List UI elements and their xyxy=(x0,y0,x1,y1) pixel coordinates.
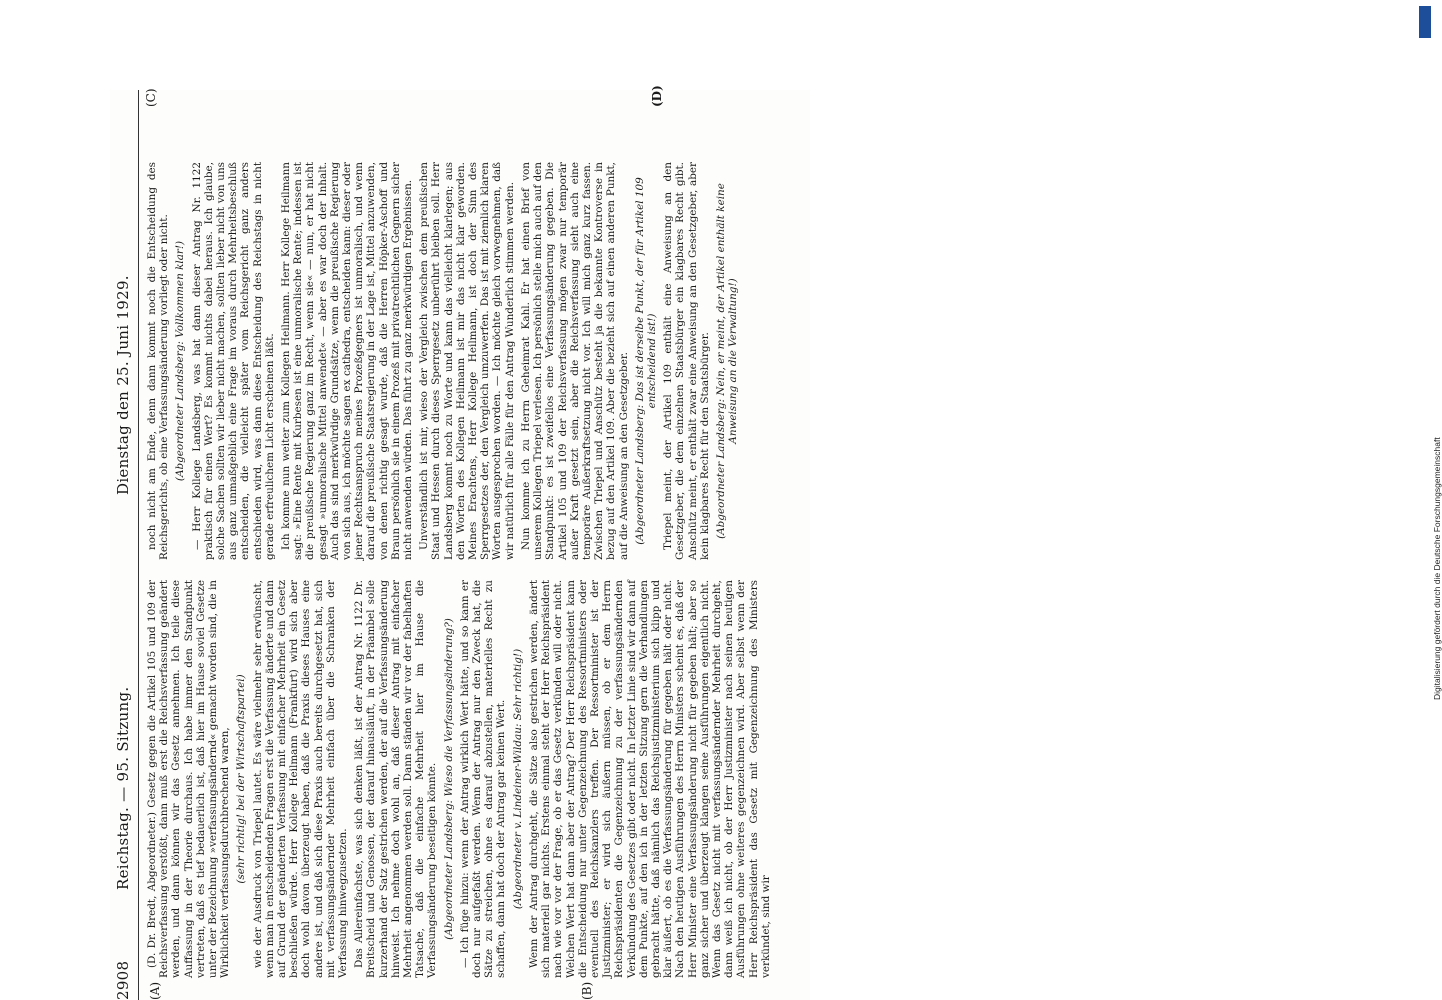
left-column xyxy=(146,580,796,978)
interjection: (Abgeordneter Landsberg: Wieso die Verfassungsänderung?) xyxy=(442,618,455,940)
interjection: (Abgeordneter v. Lindeiner-Wildau: Sehr richtig!) xyxy=(511,648,524,910)
paragraph: Das Allereinfachste, was sich denken läßt, ist der Antrag Nr. 1122 Dr. Breitscheid und Genossen, der darauf hinausläuft, in der Präambel solle kurzerhand der Satz gestrichen werden, der auf die Verfassungsänderung hinweist. Ich nehme doch wohl an, daß dieser Antrag mit einfacher Mehrheit angenommen werden soll. Dann ständen wir vor der fabelhaften Tatsache, daß die einfache Mehrheit hier im Hause die Verfassungsänderung beseitigen könnte. xyxy=(353,580,439,978)
paragraph: Triepel meint, der Artikel 109 enthält eine Anweisung an den Gesetzgeber, die dem einzelnen Staatsbürger ein klagbares Recht gibt. Anschütz meint, er enthält zwar eine Anweisung an den Gesetzgeber, aber kein klagbares Recht für den Staatsbürger. xyxy=(662,162,711,560)
paragraph: — Herr Kollege Landsberg, was hat dann dieser Antrag Nr. 1122 praktisch für einen Wert? Es kommt nichts dabei heraus. Ich glaube, solche Sachen sollten wir lieber nicht machen, sollten lieber nicht von uns aus ganz unmaßgeblich eine Frage im voraus durch Mehrheitsbeschluß entscheiden, die vielleicht später vom Reichsgericht ganz anders entschieden wird, was dann diese Entscheidung des Reichstags in nicht gerade erfreulichem Licht erscheinen läßt. xyxy=(190,162,276,560)
paragraph: Nun komme ich zu Herrn Geheimrat Kahl. Er hat einen Brief von unserem Kollegen Triepel verlesen. Ich persönlich stelle mich auch auf den Standpunkt: es ist zweifellos eine Verfassungsänderung gegeben. Die Artikel 105 und 109 der Reichsverfassung mögen zwar nur temporär außer Kraft gesetzt sein, aber die Reichsverfassung sieht auch eine temporäre Außerkraftsetzung nicht vor. Ich will mich ganz kurz fassen. Zwischen Triepel und Anschütz besteht ja die bekannte Kontroverse in bezug auf den Artikel 109. Aber die bezieht sich auf einen anderen Punkt, auf die Anweisung an den Gesetzgeber. xyxy=(519,162,630,560)
dfg-logo-text: DFG xyxy=(1430,17,1439,34)
scanned-page xyxy=(110,85,810,1000)
session-date: Dienstag den 25. Juni 1929. xyxy=(114,275,132,495)
paragraph: Wenn der Antrag durchgeht, die Sätze also gestrichen werden, ändert sich materiell gar nichts. Erstens einmal steht der Herr Reichspräsident nach wie vor vor der Frage, ob er das Gesetz verkünden will oder nicht. Welchen Wert hat dann aber der Antrag? Der Herr Reichspräsident kann die Entscheidung nur unter Gegenzeichnung des Ressortministers oder eventuell des Reichskanzlers treffen. Der Ressortminister ist der Justizminister; er wird sich äußern müssen, ob er dem Herrn Reichspräsidenten die Gegenzeichnung zu der verfassungsändernden Verkündung des Gesetzes gibt oder nicht. In letzter Linie sind wir dann auf dem Punkte, auf den ich in der letzten Sitzung gern die Verhandlungen gebracht hätte, daß nämlich das Reichsjustizministerium sich klipp und klar äußert, ob es die Verfassungsänderung für gegeben hält oder nicht. Nach den heutigen Ausführungen des Herrn Ministers scheint es, daß der Herr Minister eine Verfassungsänderung nicht für gegeben hält; aber so ganz sicher und überzeugt klangen seine Ausführungen eigentlich nicht. Wenn das Gesetz nicht mit verfassungsändernder Mehrheit durchgeht, dann weiß ich nicht, ob der Herr Justizminister nach seinen heutigen Ausführungen ohne weiteres gegenzeichnen wird. Aber selbst wenn der Herr Reichspräsident das Gesetz mit Gegenzeichnung des Ministers verkündet, sind wir xyxy=(527,580,772,978)
header-rule xyxy=(138,90,139,1000)
session-title: Reichstag. — 95. Sitzung. xyxy=(114,686,132,890)
margin-mark-b: (B) xyxy=(580,981,594,1000)
right-column xyxy=(146,162,796,560)
paragraph: noch nicht am Ende, denn dann kommt noch die Entscheidung des Reichsgerichts, ob eine Verfassungsänderung vorliegt oder nicht. xyxy=(146,162,171,560)
paragraph: Unverständlich ist mir, wieso der Vergleich zwischen dem preußischen Staat und Hessen durch dieses Sperrgesetz unberührt bleiben soll. Herr Landsberg kommt noch zu Worte und kann das vielleicht klarlegen; aus den Worten des Kollegen Heilmann ist mir das nicht klar geworden. Meines Erachtens, Herr Kollege Heilmann, ist doch der Sinn des Sperrgesetzes der, den Vergleich umzuwerfen. Das ist mit ziemlich klaren Worten ausgesprochen worden. — Ich möchte gleich vorwegnehmen, daß wir natürlich für alle Fälle für den Antrag Wunderlich stimmen werden. xyxy=(418,162,516,560)
paragraph: (D. Dr. Bredt, Abgeordneter.) Gesetz gegen die Artikel 105 und 109 der Reichsverfassung verstößt, dann muß erst die Reichsverfassung geändert werden, und dann können wir das Gesetz annehmen. Ich teile diese Auffassung in der Theorie durchaus. Ich habe immer den Standpunkt vertreten, daß es tief bedauerlich ist, daß hier im Hause soviel Gesetze unter der Bezeichnung »verfassungsändernd« gemacht worden sind, die in Wirklichkeit verfassungsdurchbrechend waren, xyxy=(146,580,232,978)
page-header xyxy=(110,90,138,1000)
interjection: (sehr richtig! bei der Wirtschaftspartei) xyxy=(235,674,248,884)
funding-credit xyxy=(1418,40,1442,700)
paragraph: wie der Ausdruck von Triepel lautet. Es wäre vielmehr sehr erwünscht, wenn man in entscheidenden Fragen erst die Verfassung änderte und dann auf Grund der geänderten Verfassung mit einfacher Mehrheit ein Gesetz beschließen würde. Herr Kollege Heilmann (Frankfurt) wird sich aber doch wohl davon überzeugt haben, daß die Praxis dieses Hauses eine andere ist, und daß sich diese Praxis auch bereits durchgesetzt hat, sich mit verfassungsändernder Mehrheit einfach über die Schranken der Verfassung hinwegzusetzen. xyxy=(251,580,350,978)
interjection: (Abgeordneter Landsberg: Vollkommen klar!) xyxy=(174,240,187,482)
margin-mark-d: (D) xyxy=(650,85,664,107)
interjection: (Abgeordneter Landsberg: Nein, er meint, der Artikel enthält keine Anweisung an die Verwaltung!) xyxy=(714,183,740,539)
interjection: (Abgeordneter Landsberg: Das ist derselbe Punkt, der für Artikel 109 entscheidend ist!) xyxy=(633,177,658,545)
page-number: 2908 xyxy=(114,960,132,1000)
margin-mark-a: (A) xyxy=(148,981,162,1000)
funding-credit-text: Digitalisierung gefördert durch die Deutsche Forschungsgemeinschaft xyxy=(1432,437,1442,700)
paragraph: Ich komme nun weiter zum Kollegen Heilmann. Herr Kollege Heilmann sagt: »Eine Rente mit Kurbesen ist eine unmoralische Rente; indessen ist die preußische Regierung ganz im Recht, wenn sie« — nun, er hat nicht gesagt »unmoralische Mittel anwendet« — aber es war doch der Inhalt. Auch das sind merkwürdige Grundsätze, wenn die preußische Regierung von sich aus, ich möchte sagen ex cathedra, entscheiden kann: dieser oder jener Rechtsanspruch meines Prozeßgegners ist unmoralisch, und wenn darauf die preußische Staatsregierung in der Lage ist, Mittel anzuwenden, von denen richtig gesagt wurde, daß die Herren Höpker-Aschoff und Braun persönlich sie in einem Prozeß mit privatrechtlichen Gegnern sicher nicht anwenden würden. Das führt zu ganz merkwürdigen Ergebnissen. xyxy=(280,162,415,560)
dfg-logo xyxy=(1419,6,1439,38)
margin-mark-c: (C) xyxy=(144,88,158,107)
paragraph: — Ich füge hinzu: wenn der Antrag wirklich Wert hätte, und so kann er doch nur aufgefaßt werden. Wenn der Antrag nur den Zweck hat, die Sätze zu streichen, ohne es darauf abzustellen, materielles Recht zu schaffen, dann hat doch der Antrag gar keinen Wert. xyxy=(458,580,508,978)
